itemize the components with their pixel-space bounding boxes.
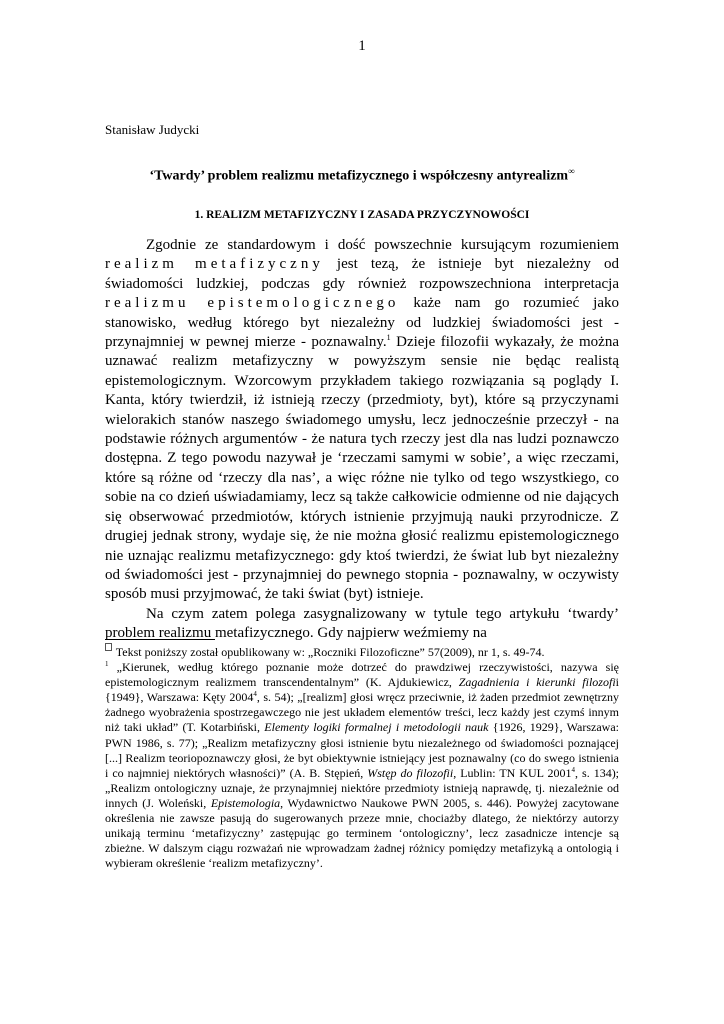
- text-run: Zgodnie ze standardowym i dość powszechnie kursującym rozumieniem: [146, 237, 619, 253]
- article-title-text: ‘Twardy’ problem realizmu metafizycznego i współczesny antyrealizm: [149, 168, 569, 184]
- article-title: [0, 166, 724, 185]
- spaced-term: realizm metafizyczny: [105, 256, 324, 273]
- edition-superscript: 4: [253, 690, 257, 699]
- text-run: Dzieje filozofii wykazały, że można uznawać realizm metafizyczny w powyższym sensie nie będąc realistą epistemologicznym. Wzorcowym przykładem takiego rozwiązania są poglądy I. Kanta, który twierdził, iż istnieją rzeczy (przedmioty, byt), które są przyczynami wielorakich stanów naszego świadomego umysłu, lecz jednocześnie przeczył - na podstawie różnych argumentów - że natura tych rzeczy jest dla nas ludzi poznawczo dostępna. Z tego powodu nazywał je ‘rzeczami samymi w sobie’, a więc rzeczami, które są różne od ‘rzeczy dla nas’, a więc różne nie tylko od tego wszystkiego, co sobie na co dzień uświadamiamy, lecz są także całkowicie odmienne od nie dających się obserwować przedmiotów, których istnienie przyjmują nauki przyrodnicze. Z drugiej jednak strony, wydaje się, że nie można głosić realizmu epistemologicznego nie uznając realizmu metafizycznego: gdy ktoś twierdzi, że świat lub byt niezależny od świadomości jest - przynajmniej do pewnego stopnia - poznawalny, w oczywisty sposób musi przyjmować, że taki świat (byt) istnieje.: [105, 334, 619, 603]
- text-run: każe nam go rozumieć jako stanowisko, według którego byt niezależny od ludzkiej świadomości jest - przynajmniej w pewnej mierze - poznawalny.: [105, 295, 619, 351]
- footnote-text: , Lublin: TN KUL 2001: [453, 765, 572, 780]
- footnote-text: {1926, 1929}, Warszawa: PWN 1986, s. 77); „Realizm metafizyczny głosi istnienie bytu niezależnego od świadomości poznającej [...] Realizm teoriopoznawczy głosi, że byt obiektywnie istniejący jest poznawalny (co do swego istnienia i co najmniej niektórych własności)” (A. B. Stępień,: [105, 720, 619, 780]
- footnotes: [105, 643, 619, 871]
- title-footnote-mark: ∞: [568, 166, 575, 176]
- footnote-number: 1: [105, 660, 109, 669]
- footnote-text: , Wydawnictwo Naukowe PWN 2005, s. 446). Powyżej zacytowane określenia nie zawsze pasują do sugerowanych przeze mnie, chociażby dlatego, że niektórzy autorzy unikają terminu ‘metafizyczny’ zastępując go terminem ‘ontologiczny’, lecz zasadnicze intencje są zbieżne. W dalszym ciągu rozważań nie wprowadzam żadnej różnicy pomiędzy metafizyką a ontologią i wybieram określenie ‘realizm metafizyczny’.: [105, 795, 619, 871]
- spaced-term: realizmu epistemologicznego: [105, 295, 400, 312]
- footnote-symbol-icon: [105, 643, 112, 651]
- page-number: 1: [358, 38, 366, 54]
- book-title: Elementy logiki formalnej i metodologii nauk: [264, 720, 489, 735]
- footnote-text: „Kierunek, według którego poznanie może dotrzeć do prawdziwej rzeczywistości, nazywa się epistemologicznym realizmem transcendentalnym” (K. Ajdukiewicz,: [105, 660, 619, 690]
- paragraph: [105, 236, 619, 605]
- footnote-text: Tekst poniższy został opublikowany w: „Roczniki Filozoficzne” 57(2009), nr 1, s. 49-74.: [115, 645, 545, 659]
- text-run: jest tezą, że istnieje byt niezależny od świadomości ludzkiej, podczas gdy również rozpowszechniona interpretacja: [105, 256, 619, 292]
- footnote-separator: [105, 639, 215, 640]
- footnote-text: i {1949}, Warszawa: Kęty 2004: [105, 675, 619, 705]
- footnote: [105, 660, 619, 871]
- body-text: [105, 236, 619, 644]
- book-title: Wstęp do filozofii: [367, 765, 454, 780]
- footnote-text: , s. 134); „Realizm ontologiczny uznaje, że przynajmniej niektóre przedmioty istnieją naprawdę, tj. niezależnie od innych (J. Woleński,: [105, 765, 620, 810]
- footnote-reference: 1: [386, 333, 391, 343]
- edition-superscript: 4: [571, 765, 576, 774]
- footnote-text: , s. 54); „[realizm] głosi wręcz przeciwnie, iż żaden przedmiot zewnętrzny żadnego wyobrażenia spostrzegawczego nie jest układem elementów treści, lecz każdy jest czymś innym niż taki układ” (T. Kotarbiński,: [105, 690, 619, 735]
- book-title: Epistemologia: [210, 795, 281, 810]
- paragraph: Na czym zatem polega zasygnalizowany w tytule tego artykułu ‘twardy’ problem realizmu metafizycznego. Gdy najpierw weźmiemy na: [105, 605, 619, 642]
- section-heading: 1. REALIZM METAFIZYCZNY I ZASADA PRZYCZYNOWOŚCI: [194, 209, 530, 221]
- author-name: Stanisław Judycki: [105, 122, 200, 137]
- footnote: [105, 643, 619, 660]
- book-title: Zagadnienia i kierunki filozofi: [458, 675, 616, 690]
